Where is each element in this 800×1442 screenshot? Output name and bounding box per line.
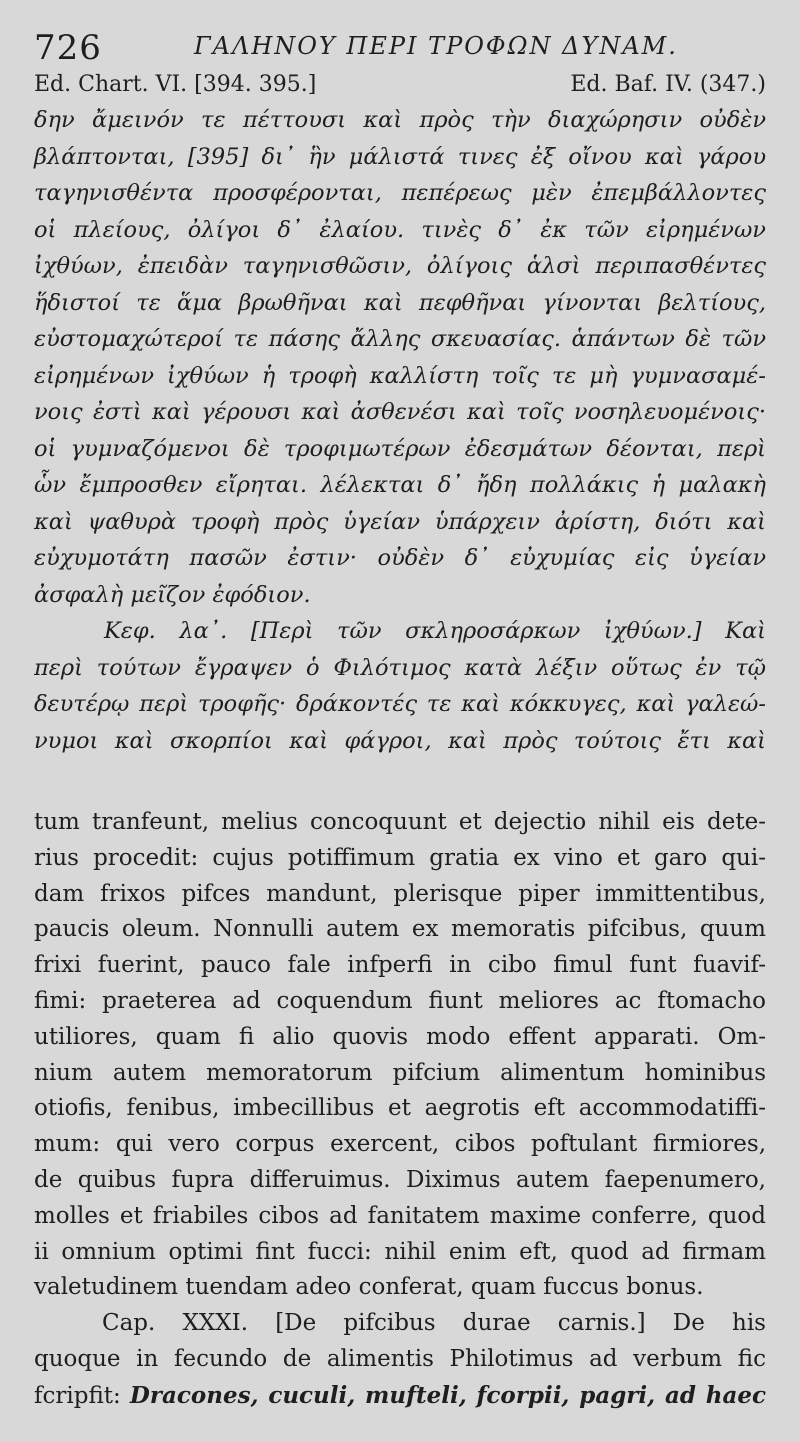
latin-final-lead: fcripfit:: [34, 1382, 130, 1409]
edition-chart-reference: Ed. Chart. VI. [394. 395.]: [34, 72, 317, 97]
greek-line: εὐχυμοτάτη πασῶν ἐστιν· οὐδὲν δ᾽ εὐχυμίας εἰς ὑγείαν: [34, 545, 766, 571]
latin-text-block: [34, 805, 766, 1414]
latin-line-final: [34, 1378, 766, 1414]
greek-line: δευτέρῳ περὶ τροφῆς· δράκοντές τε καὶ κόκκυγες, καὶ γαλεώ-: [34, 691, 766, 717]
greek-line: νυμοι καὶ σκορπίοι καὶ φάγροι, καὶ πρὸς τούτοις ἔτι καὶ: [34, 727, 766, 754]
greek-line: ταγηνισθέντα προσφέρονται, πεπέρεως μὲν ἐπεμβάλλοντες: [34, 180, 766, 206]
greek-line: ὧν ἔμπροσθεν εἴρηται. λέλεκται δ᾽ ἤδη πολλάκις ἡ μαλακὴ: [34, 472, 766, 498]
greek-line: ἰχθύων, ἐπειδὰν ταγηνισθῶσιν, ὀλίγοις ἁλσὶ περιπασθέντες: [34, 253, 766, 279]
greek-line: εὐστομαχώτεροί τε πάσης ἄλλης σκευασίας. ἁπάντων δὲ τῶν: [34, 326, 766, 352]
greek-line: οἱ γυμναζόμενοι δὲ τροφιμωτέρων ἐδεσμάτων δέονται, περὶ: [34, 435, 766, 462]
latin-line: dam frixos pifces mandunt, plerisque piper immittentibus,: [34, 880, 766, 907]
latin-line: frixi fuerint, pauco fale infperfi in cibo fimul funt fuavif-: [34, 952, 766, 979]
greek-line: ἥδιστοί τε ἅμα βρωθῆναι καὶ πεφθῆναι γίνονται βελτίους,: [34, 289, 766, 316]
latin-final-italic: Dracones, cuculi, mufteli, fcorpii, pagri, ad haec: [129, 1381, 766, 1409]
greek-line: περὶ τούτων ἔγραψεν ὁ Φιλότιμος κατὰ λέξιν οὕτως ἐν τῷ: [34, 654, 766, 681]
edition-basel-reference: Ed. Baf. IV. (347.): [570, 72, 766, 97]
greek-text-block: [34, 102, 766, 759]
greek-line: εἰρημένων ἰχθύων ἡ τροφὴ καλλίστη τοῖς τε μὴ γυμνασαμέ-: [34, 362, 766, 389]
running-title: ΓΑΛΗΝΟΥ ΠΕΡΙ ΤΡΟΦΩΝ ΔΥΝΑΜ.: [194, 32, 678, 60]
latin-line: valetudinem tuendam adeo conferat, quam fuccus bonus.: [34, 1274, 704, 1301]
latin-line: fimi: praeterea ad coquendum fiunt meliores ac ftomacho: [34, 987, 766, 1014]
latin-line: otiofis, fenibus, imbecillibus et aegrotis eft accommodatiffi-: [34, 1095, 766, 1122]
edition-reference-line: [34, 72, 766, 104]
greek-line: ἀσφαλὴ μεῖζον ἐφόδιον.: [34, 581, 311, 608]
latin-line: nium autem memoratorum pifcium alimentum hominibus: [34, 1059, 766, 1086]
greek-chapter-heading: Κεφ. λα᾽. [Περὶ τῶν σκληροσάρκων ἰχθύων.] Καὶ: [104, 618, 766, 644]
latin-line: mum: qui vero corpus exercent, cibos poftulant firmiores,: [34, 1131, 766, 1158]
page-header: [34, 28, 774, 68]
latin-line: paucis oleum. Nonnulli autem ex memoratis pifcibus, quum: [34, 916, 766, 943]
greek-line: οἱ πλείους, ὀλίγοι δ᾽ ἐλαίου. τινὲς δ᾽ ἐκ τῶν εἰρημένων: [34, 216, 766, 243]
greek-line: δην ἄμεινόν τε πέττουσι καὶ πρὸς τὴν διαχώρησιν οὐδὲν: [34, 107, 766, 133]
latin-chapter-heading: Cap. XXXI. [De pifcibus durae carnis.] De his: [102, 1310, 766, 1337]
greek-line: βλάπτονται, [395] δι᾽ ἣν μάλιστά τινες ἐξ οἴνου καὶ γάρου: [34, 143, 766, 170]
latin-line: de quibus fupra differuimus. Diximus autem faepenumero,: [34, 1166, 766, 1193]
latin-line: rius procedit: cujus potiffimum gratia ex vino et garo qui-: [34, 844, 766, 871]
latin-line: molles et friabiles cibos ad fanitatem maxime conferre, quod: [34, 1202, 766, 1229]
latin-line: ii omnium optimi fint fucci: nihil enim eft, quod ad firmam: [34, 1238, 766, 1265]
greek-line: καὶ ψαθυρὰ τροφὴ πρὸς ὑγείαν ὑπάρχειν ἀρίστη, διότι καὶ: [34, 508, 766, 535]
latin-line: utiliores, quam fi alio quovis modo effent apparati. Om-: [34, 1023, 766, 1050]
latin-line: quoque in fecundo de alimentis Philotimus ad verbum fic: [34, 1345, 766, 1372]
page-number: 726: [34, 28, 102, 68]
latin-line: tum tranfeunt, melius concoquunt et dejectio nihil eis dete-: [34, 809, 766, 835]
greek-line: νοις ἐστὶ καὶ γέρουσι καὶ ἀσθενέσι καὶ τοῖς νοσηλευομένοις·: [34, 399, 766, 425]
